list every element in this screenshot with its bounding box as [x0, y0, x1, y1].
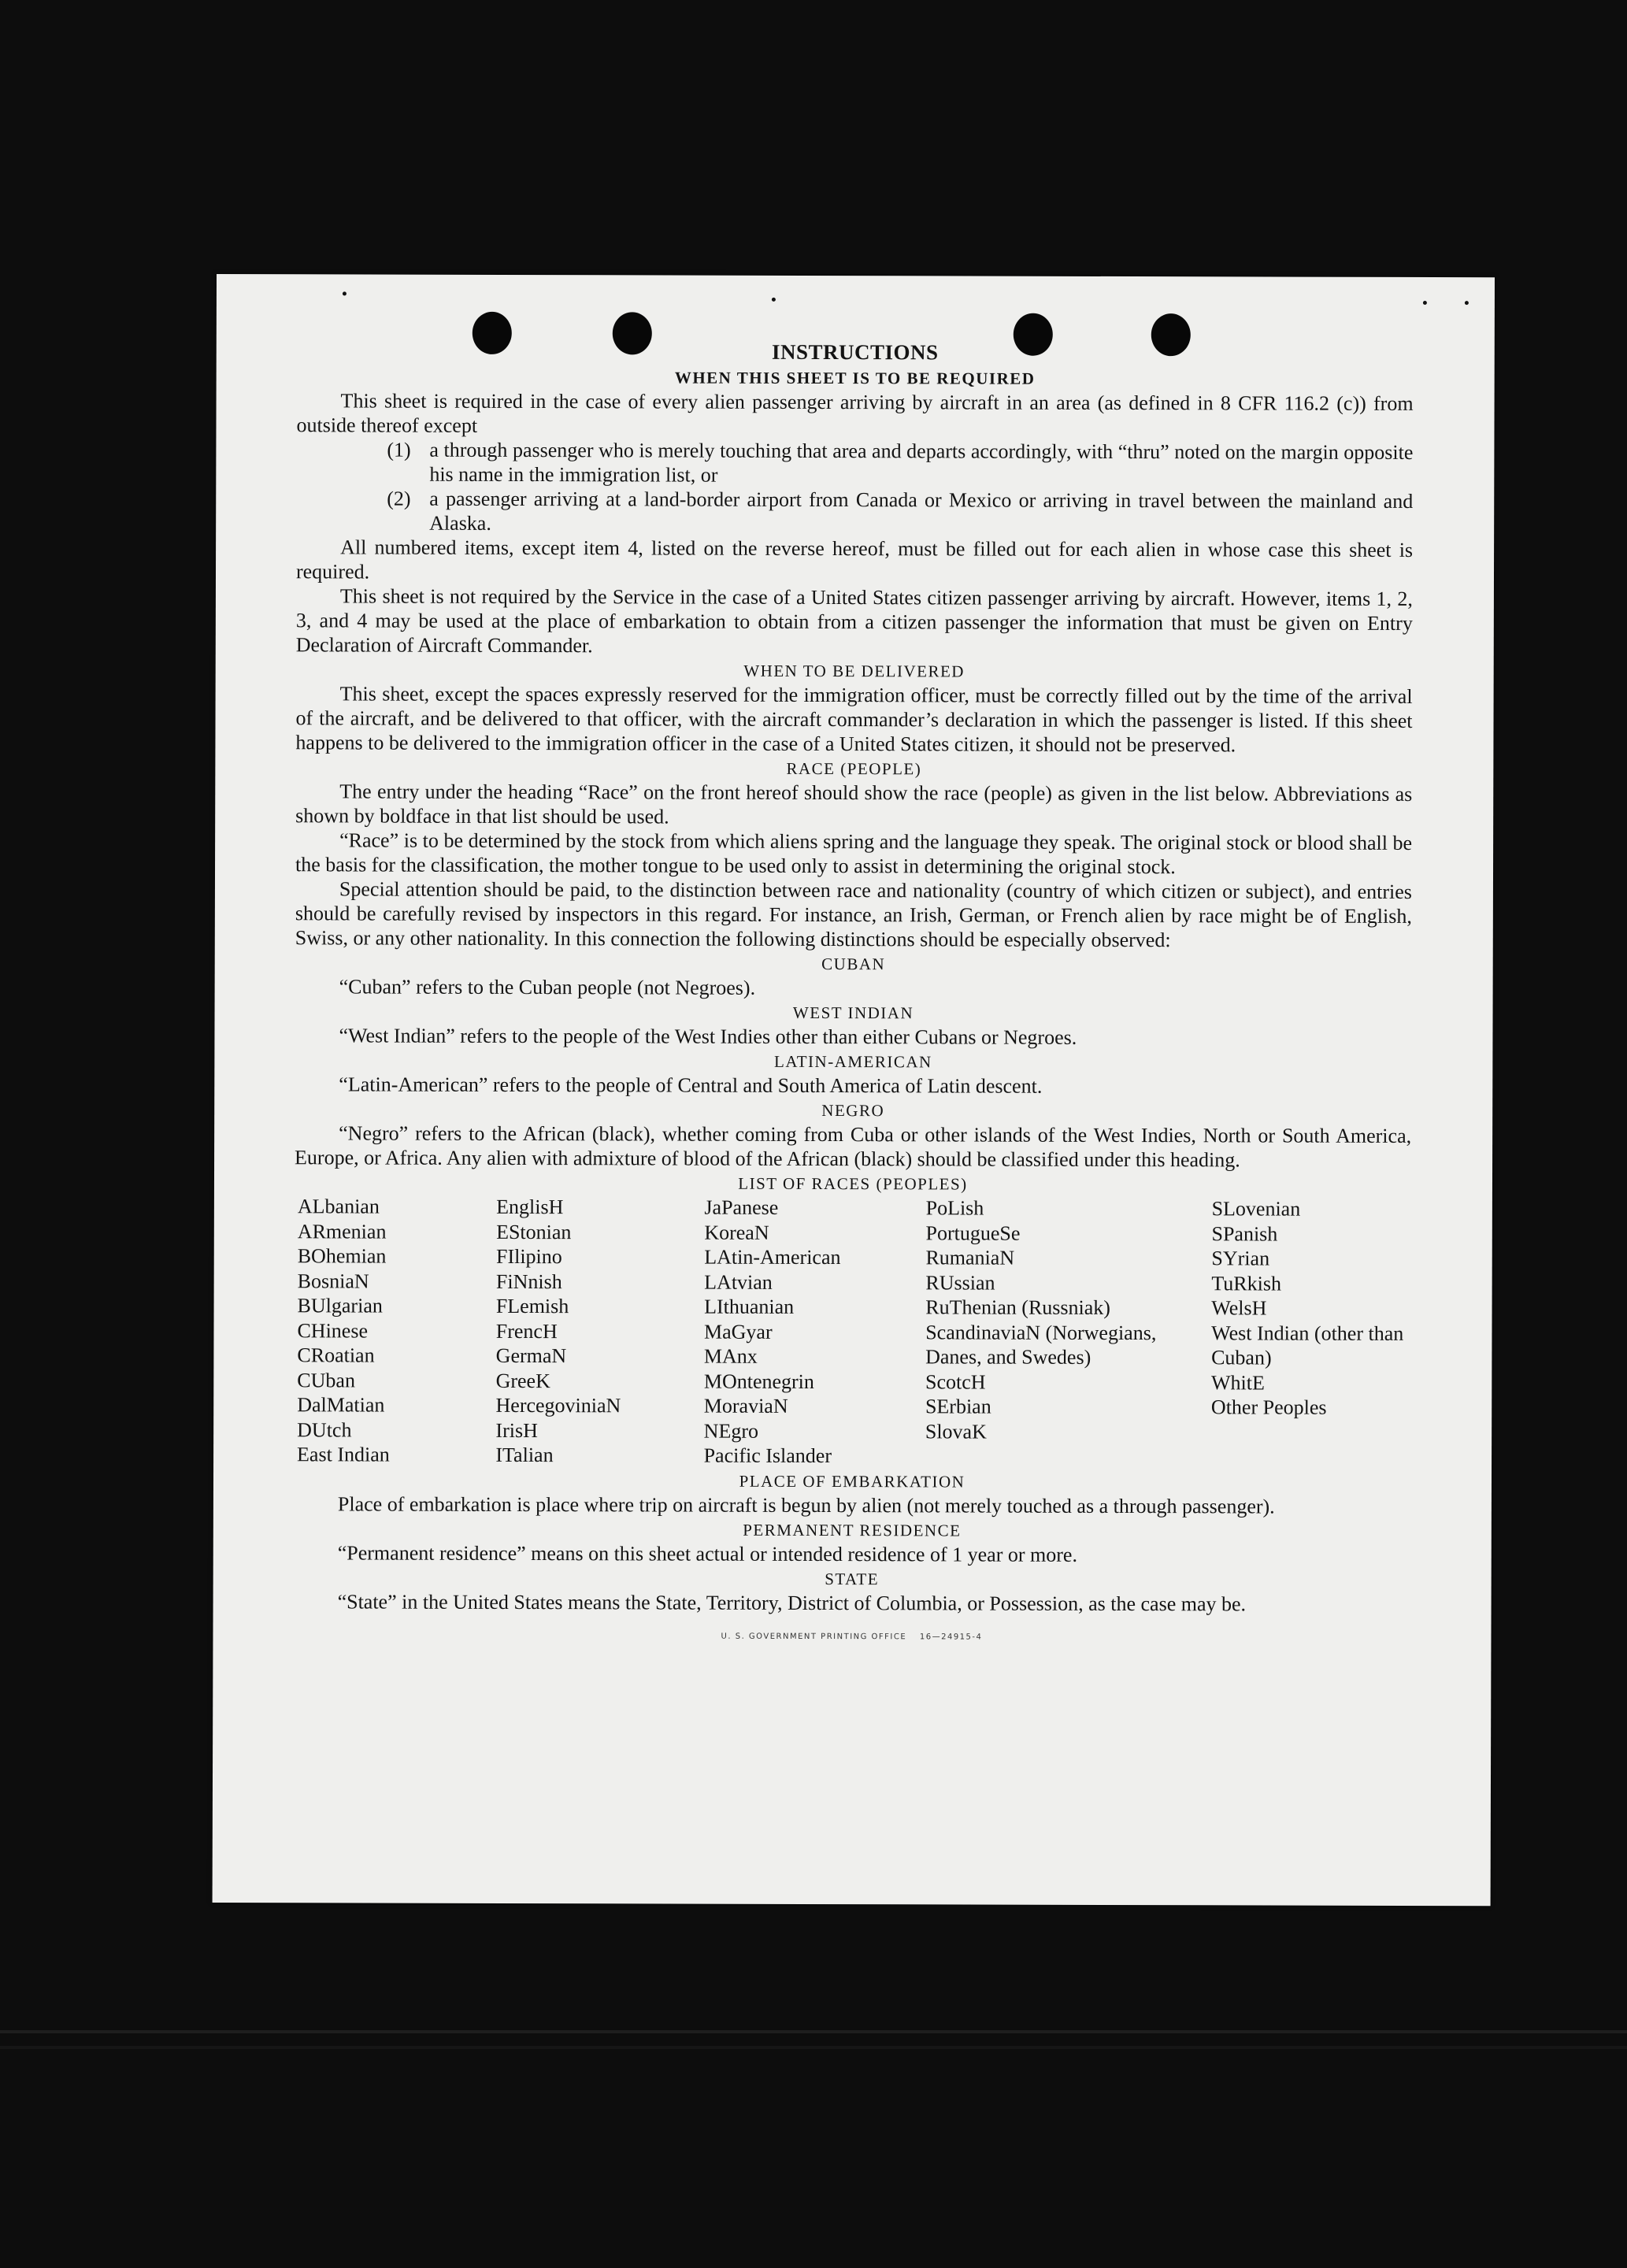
embarkation-definition: Place of embarkation is place where trip on aircraft is begun by alien (not merely touched as a through passenger). — [337, 1492, 1275, 1518]
section-heading-state: STATE — [825, 1569, 880, 1588]
section-heading-cuban: CUBAN — [821, 954, 886, 974]
form-code: 16—24915-4 — [919, 1632, 983, 1642]
section-heading-required: WHEN THIS SHEET IS TO BE REQUIRED — [674, 368, 1036, 388]
race-entry: FiNnish — [495, 1269, 562, 1293]
scan-speck — [343, 291, 347, 295]
cuban-definition: “Cuban” refers to the Cuban people (not Negroes). — [339, 975, 756, 999]
race-entry: West Indian (other than Cuban) — [1211, 1321, 1404, 1369]
race-entry: PoLish — [925, 1196, 984, 1220]
race-entry: DUtch — [297, 1418, 352, 1441]
race-entry: LAtin-American — [704, 1245, 841, 1269]
negro-definition: “Negro” refers to the African (black), whether coming from Cuba or other islands of the West Indies, North or South America, Europe, or Africa. Any alien with admixture of blood of the African (black) should be classified under this heading. — [295, 1121, 1412, 1172]
race-entry: EStonian — [496, 1220, 572, 1243]
race-paragraph: Special attention should be paid, to the distinction between race and nationality (country of which citizen or subject), and entries should be carefully revised by inspectors in this regard. For instance, an Irish, German, or French alien by race might be of English, Swiss, or any other nationality. In this connection the following distinctions should be especially observed: — [295, 877, 1412, 952]
scan-shadow-band — [0, 2030, 1627, 2033]
exception-item — [387, 438, 1413, 489]
state-definition: “State” in the United States means the State, Territory, District of Columbia, or Possession, as the case may be. — [337, 1589, 1247, 1615]
latin-american-definition: “Latin-American” refers to the people of Central and South America of Latin descent. — [339, 1073, 1043, 1098]
race-entry: RUssian — [925, 1270, 995, 1295]
race-entry: ALbanian — [297, 1195, 380, 1218]
race-entry: FrencH — [495, 1319, 558, 1343]
exception-text: a passenger arriving at a land-border airport from Canada or Mexico or arriving in travel between the mainland and Alaska. — [429, 487, 1414, 535]
west-indian-definition: “West Indian” refers to the people of the West Indies other than either Cubans or Negroes. — [339, 1024, 1077, 1049]
race-entry: CHinese — [297, 1318, 369, 1343]
race-entry: SYrian — [1211, 1247, 1270, 1270]
race-paragraph: The entry under the heading “Race” on the front hereof should show the race (people) as given in the list below. Abbreviations as shown by boldface in that list should be used. — [295, 780, 1413, 828]
race-entry: IrisH — [495, 1418, 538, 1442]
race-entry: RumaniaN — [925, 1246, 1015, 1269]
race-entry: WhitE — [1210, 1370, 1265, 1394]
scan-speck — [1423, 301, 1427, 305]
races-column — [925, 1195, 1212, 1469]
exception-item — [387, 487, 1413, 538]
printer-footer — [293, 1623, 1410, 1651]
race-entry: MaGyar — [703, 1320, 773, 1343]
section-heading-list-of-races: LIST OF RACES (PEOPLES) — [738, 1173, 968, 1194]
race-entry: MoraviaN — [703, 1394, 788, 1418]
race-paragraph: “Race” is to be determined by the stock from which aliens spring and the language they speak. The original stock or blood shall be the basis for the classification, the mother tongue to be used only to assist in determining the original stock. — [295, 828, 1413, 879]
race-entry: SlovaK — [925, 1419, 987, 1443]
race-entry: GermaN — [495, 1343, 567, 1368]
race-entry: MOntenegrin — [703, 1369, 814, 1393]
exception-text: a through passenger who is merely touching that area and departs accordingly, with “thru” noted on the margin opposite his name in the immigration list, or — [429, 438, 1414, 487]
race-entry: BUlgarian — [297, 1294, 383, 1317]
required-intro: This sheet is required in the case of every alien passenger arriving by aircraft in an area (as defined in 8 CFR 116.2 (c)) from outside thereof except — [296, 389, 1414, 437]
race-entry: NEgro — [703, 1419, 759, 1443]
section-heading-latin-american: LATIN-AMERICAN — [774, 1051, 932, 1072]
race-entry: BosniaN — [297, 1269, 369, 1293]
race-entry: Pacific Islander — [703, 1443, 832, 1468]
races-column — [1211, 1196, 1411, 1469]
scan-speck — [772, 298, 776, 302]
race-entry: SLovenian — [1211, 1197, 1301, 1221]
race-entry: LAtvian — [704, 1270, 773, 1294]
race-entry: RuThenian (Russniak) — [925, 1295, 1111, 1319]
race-entry: HercegoviniaN — [495, 1393, 621, 1418]
race-entry: LIthuanian — [704, 1295, 795, 1318]
residence-definition: “Permanent residence” means on this sheet actual or intended residence of 1 year or more. — [337, 1540, 1078, 1566]
required-paragraph: This sheet is not required by the Service in the case of a United States citizen passenger arriving by aircraft. However, items 1, 2, 3, and 4 may be used at the place of embarkation to obtain from a citizen passenger the information that must be given on Entry Declaration of Aircraft Commander. — [295, 584, 1413, 658]
race-entry: ITalian — [495, 1443, 554, 1467]
section-heading-race: RACE (PEOPLE) — [786, 758, 922, 779]
race-entry: GreeK — [495, 1369, 550, 1392]
race-entry: MAnx — [703, 1344, 758, 1368]
races-column — [704, 1195, 926, 1469]
race-entry: ARmenian — [297, 1219, 387, 1243]
race-entry: WelsH — [1211, 1296, 1267, 1320]
race-entry: SPanish — [1211, 1221, 1278, 1246]
exception-number: (2) — [387, 487, 411, 510]
document-sheet — [213, 274, 1495, 1906]
race-entry: CUban — [297, 1368, 356, 1392]
races-list — [297, 1194, 1411, 1469]
section-heading-negro: NEGRO — [821, 1101, 885, 1121]
race-entry: East Indian — [297, 1443, 390, 1466]
race-entry: SErbian — [925, 1395, 991, 1418]
race-entry: FLemish — [495, 1294, 569, 1318]
exception-number: (1) — [387, 438, 411, 461]
race-entry: BOhemian — [297, 1244, 387, 1268]
race-entry: KoreaN — [704, 1221, 769, 1244]
scan-speck — [1465, 301, 1469, 305]
race-entry: TuRkish — [1211, 1271, 1282, 1295]
document-title: INSTRUCTIONS — [771, 339, 939, 365]
race-entry: DalMatian — [297, 1393, 385, 1417]
printer-name: U. S. GOVERNMENT PRINTING OFFICE — [721, 1632, 907, 1641]
race-entry: CRoatian — [297, 1343, 375, 1367]
race-entry: PortugueSe — [925, 1221, 1021, 1245]
section-heading-residence: PERMANENT RESIDENCE — [743, 1520, 962, 1540]
section-heading-embarkation: PLACE OF EMBARKATION — [739, 1471, 965, 1491]
delivered-paragraph: This sheet, except the spaces expressly reserved for the immigration officer, must be correctly filled out by the time of the arrival of the aircraft, and be delivered to that officer, with the aircraft commander’s declaration in which the passenger is listed. If this sheet happens to be delivered to the immigration officer in the case of a United States citizen, it should not be preserved. — [295, 682, 1413, 757]
race-entry: ScandinaviaN (Norwegians, Danes, and Swedes) — [925, 1320, 1157, 1369]
race-entry: EnglisH — [496, 1195, 564, 1219]
instructions-content — [293, 337, 1413, 1650]
race-entry: Other Peoples — [1210, 1395, 1327, 1419]
race-entry: FIlipino — [495, 1244, 562, 1269]
section-heading-west-indian: WEST INDIAN — [792, 1002, 914, 1023]
race-entry: ScotcH — [925, 1369, 986, 1394]
races-column — [297, 1194, 496, 1467]
section-heading-delivered: WHEN TO BE DELIVERED — [743, 661, 965, 681]
required-paragraph: All numbered items, except item 4, listed on the reverse hereof, must be filled out for each alien in whose case this sheet is required. — [295, 536, 1414, 584]
race-entry: JaPanese — [704, 1195, 779, 1219]
races-column — [495, 1195, 704, 1468]
scan-shadow-band — [0, 2046, 1627, 2049]
